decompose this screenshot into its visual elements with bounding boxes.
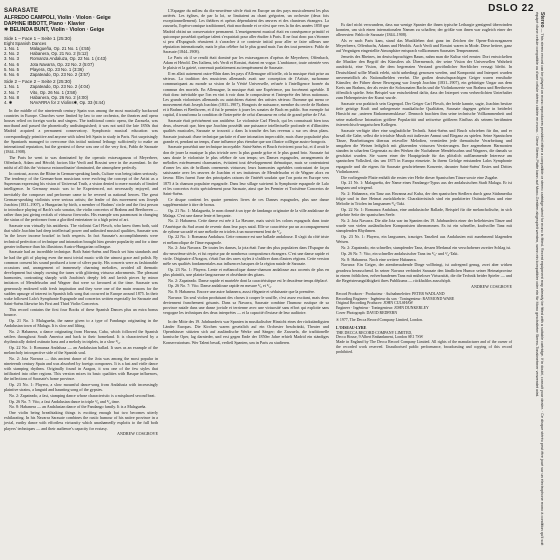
english-paragraph: Op. 23 No. 1: Playera, a slow mournful dance-song from Andalusia with increasingly plaintive strains, a languid and haunting song of the gypsies. [4,381,158,393]
french-paragraph: L'Espagne du milieu du dix-neuvième siècle était en Europe un des pays musicalement les plus arriérés. Les églises, de par la loi, se limitaient au chant grégorien, un orchestre (deux fois exceptionnellement). Les théâtres et opéras dépendaient des œuvres et des chanteurs étrangers. La zarzuela, l'opéra-comique traditionnel, était moribonde et ce n'est que vers la fin des années 1850 que Madrid obtint un conservatoire permanent. L'enseignement musical était en conséquence primitif et quiconque possédait quelque talent s'expatriait pour aller étudier à Paris. Il ne faut donc pas s'étonner si peu d'Espagnols réussirent à s'arracher à ce contexte initial pour aller se faire ailleurs une réputation internationale, mais le plus célèbre fut le plus grand mais l'un des tout premiers: Pablo de Sarasate (1844–1908). [163,8,329,55]
track-number: 3. No. 8 [4,94,20,100]
side-1-heading: Side 1 – Face 1 – Seite 1 (25:30) [4,35,72,41]
copyright-line: ℗ 1977, The Decca Record Company Limited, London. [336,317,423,322]
english-paragraph: No. 2: Zapateado, a fast, stamping dance whose characteristic is a misplaced second beat. [9,392,156,398]
track-title: Zapateado, Op. 23 No. 2 (3:57) [30,71,90,77]
english-paragraph: Op. 26 No. 7: Vito, a fast Andalusian dance in triple ³/₈ and ³/₄ time. [9,398,120,404]
stereo-notice-text: This stereo record can be played on mono reproducers provided either a compatible or stereo cartridge wired for mono is fitted. Recent equipment may already be fitted with a suitable cartridge. If in doubt, consult your dealer. · Ce disque stéréo peut être joué sur un électrophone mono à condition qu'il soit équipé d'une cellule compatible ou d'une cellule stéréo câblée en mono. · Diese Stereo-Platte kann auf Mono-Geräten abgespielt werden, wenn ein kompatibler oder ein für Mono geschalteter Stereo-Tonabnehmer verwendet wird. [535,12,544,546]
track-number: 1. No. 1 [4,46,20,52]
track-title: Jota Navarra, Op. 22 No. 2 (5:07) [30,61,94,67]
french-paragraph: Il en allait autrement outre-Rhin dans les pays d'Allemagne officielle, où la musique était prise au sérieux. La tradition des musiciens allemands avait une conception de l'Artiste, surhomme communiquant au monde sa vision de la Vérité Universelle, refusée à l'intelligence bornée du commun des mortels. En Allemagne, la musique était une Expérience, pas forcément agréable. Il était donc inévitable que l'on en vint à voir dans le compositeur et l'interprète des héros nationaux. Les grands violonistes allemands ou autrichiens étaient des artistes sérieux: l'homme qui mena ce mouvement était Joseph Joachim (1831–1907), Hongrois de naissance, membre du cercle de Brahms et à Brahms et Beethoven, et il fut le premier à jouer les sonates de Bach en public. Son exemple fut capital, il transforma la condition de l'interprète de celui d'amuseur en celui de grand prêtre de l'Art. [163,71,329,118]
track-title: Vito, Op. 26 No. 1 (3:58) [30,89,77,95]
german-paragraph: Nr. 2: Zapateado, ein schneller, stampfender Tanz, dessen Merkmal ein verschobener zweiter Schlag ist. [341,245,512,251]
french-paragraph: No. 2: Zapateado. Danse rapide et martelée dont la caractéristique est le deuxième temps déplacé. [168,277,328,283]
stereo-title: Stereo [539,12,545,28]
french-paragraph: Navarra: Un seul violon produisant des choses à couper le souffle, c'est assez excitant, mais deux deviennent franchement grisants. Dans sa Navarra, Sarasate combine l'humour rustique de sa province natale dans une danse joviale et terrienne avec une virtuosité sans effort qui exploite sans vergogne les techniques des deux interprètes — et la capacité d'extase de leur auditoire. [163,294,329,316]
credit-line: Recording Engineer · Ingénieur du son · Toningenieur: RAYMOND WARE [336,296,455,301]
german-paragraph: Sarasate verfügte über eine unglaubliche Technik. Saint-Saëns und Bruch schrieben für ihn, und er besaß die Gabe, selbst die trivialste Musik mit äußerster Anmut und Eleganz zu spielen. Seine Spanischen Tänze, Bearbeitungen überaus reizvoller Melodien, vermieden jede thematische Verarbeitung und umgaben die Weisen lediglich mit glitzernden virtuosen Verzierungen. Ihre angenehmen Harmonien standen in scharfem Gegensatz zu den Werken der Nachahmer Mendelssohns und Wagners, die damals so geschätzt wurden. Sie waren einer der Hauptgründe für das plötzlich aufflammende Interesse am spanischen Volkslied, das um 1875 in Europa einsetzte. In ihrem Gefolge entstanden Lalos Symphonie espagnole und die eigens für Sarasate geschriebenen Konzerte, darunter Saint-Saëns' Erstes und Drittes Violinkonzert. [336,127,512,174]
french-paragraph: Op. 26 No. 7: Vito. Danse andalouse rapide en mesure ³/₈ et ³/₄. [168,283,272,289]
german-paragraph: Op. 21 Nr. 1: Malagueña, der Name eines Fandango-Typus aus der andalusischen Stadt Malaga. Er ist langsam und wiegend. [336,180,512,191]
section-heading: Eight Spanish Dances [4,41,47,47]
german-body-text [336,22,512,283]
label-company: THE DECCA RECORD COMPANY LIMITED, [336,330,413,335]
french-paragraph: Op. 22 No. 1: Romanza Andaluza. Cette romance est une ballade andalouse. Il s'agit du côté triste et mélancolique de l'âme espagnole. [163,234,329,245]
english-paragraph: The Paris he went to was dominated by the operatic extravaganzas of Meyerbeer, Offenbach, Adam and Hérold; factors like Verdi and Rossini were in the ascendant. In the midst of all this the 'virtuoso extraordinaire' dominated, the atmosphere perfectly. [4,154,158,171]
track-number: 4. No. 6 [4,61,20,67]
track-title: Habanera, Op. 21 No. 2 (5:12) [30,51,89,57]
side-2-tracklist [4,84,158,104]
track-title: NAVARRA for 2 Violins✱, Op. 33 (6:44) [30,99,105,105]
track-number: 6. No. 6 [4,71,20,77]
track-title: Playera, Op. 23 No. 1 (3:36) [30,66,84,72]
performer-campoli: ALFREDO CAMPOLI, Violin · Violon · Geige [4,15,111,21]
french-paragraph: Op. 21 No. 1: Malagueña, le nom donné à un type de fandango originaire de la ville andalouse de Malaga. C'est une danse lente et berçante. [163,207,329,218]
english-paragraph: One violin being breathtaking things is exciting enough but two becomes utterly exhilarating. In his Navarra Sarasate combines the rustic humour of his native province in a jovial, earthy dance with effortless virtuosity which unashamedly exploits to the full both players' techniques — and their audience's capacity for ecstasy. [4,410,158,431]
author-signoff: ANDREW COSGROVE [117,431,158,437]
track-title: Romanza Andaluza, Op. 22 No. 1 (4:43) [30,56,107,62]
label-legal-note: Made in England by The Decca Record Company Limited. All rights of the manufacturer and of the owner of the recorded work reserved. Unauthorised public performance, broadcasting and copying of this record prohibited. [336,340,512,354]
german-paragraph: Nr. 8: Habanera. Noch eine weitere Habanera. [341,256,417,262]
english-body-text [4,108,158,431]
english-paragraph: Sarasate was virtually his antithesis. The violinist Carl Flesch, who knew them both, said that while Joachim had deep intellectual power and unlimited musical qualities, Sarasate was 'in the lower income bracket' in both respects. In fact Sarasate's accomplishments were technical perfection of technique and intonation brought him greater popularity and for a time greater influence than his illustrious Austro-Hungarian colleague. [4,223,158,249]
german-body-text-start [163,319,329,345]
credit-line: Record Producer · Producteur · Aufnahmeleiter: PETER WADLAND [336,291,445,296]
stereo-notice-strip: Stereo — This stereo record can be played on mono reproducers provided either a compatible or stereo cartridge wired for mono is fitted. Recent equipment may already be fitted with a suitable cartridge. If in doubt, consult your dealer. · Ce disque stéréo peut être joué sur un électrophone mono à condition qu'il soit équipé d'une cellule compatible ou d'une cellule stéréo câblée en mono. · Diese Stereo-Platte kann auf Mono-Geräten abgespielt werden, wenn ein kompatibler oder ein für Mono geschalteter Stereo-Tonabnehmer verwendet wird. [535,12,545,546]
french-paragraph: Ce disque contient les quatre premiers livres de ces Danses espagnoles, plus une danse supplémentaire à titre de bonus. [163,196,329,207]
side-2-heading: Side 2 – Face 2 – Seite 2 (25:30) [4,78,72,84]
french-paragraph: Sarasate possédait une technique incroyable: Saint-Saëns et Bruch écrivirent pour lui, et il avait le don de jouer la musique la plus triviale avec la plus grande grâce et le plus grand brio. Sarasate fut sans doute le violoniste le plus célèbre de son temps; ses Danses espagnoles, arrangements de mélodies extrêmement charmantes, évitaient tout développement thématique, mais se contentaient d'orner les airs de brillants ornements virtuoses; leurs harmonies agréables contrastant de façon saisissante avec les œuvres de Joachim et ses imitateurs de Mendelssohn et de Wagner alors en faveur. Elles furent l'une des principales raisons de l'intérêt soudain que l'on porta en Europe vers 1875 à la chanson populaire espagnole. Dans leur sillage suivirent la Symphonie espagnole de Lalo et les concertos écrits spécialement pour Sarasate, ainsi que les Premier et Troisième Concertos de Saint-Saëns. [163,144,329,196]
english-paragraph: No. 2: Habanera, a dance originating from Havana, Cuba, which followed the Spanish settlers throughout South America and back to their homeland. It is characterised by a rhythmically dotted ostinato bass and a melody in triplets, in a slow ²/₄. [4,328,158,344]
track-number: 5. No. 5 [4,66,20,72]
credit-line: Engineer · Ingénieur · Toningenieur: JOHN DUNKERLEY [336,306,429,311]
french-paragraph: No. 8: Habanera. Encore une autre habanera, aussi élégante et séduisante que la première. [168,289,315,294]
english-paragraph: Op. 22 No. 1: Romanza Andaluza — an Andalusian ballad. It uses as an example of the melancholy introspective side of the Spanish soul. [4,344,158,355]
label-name: L'OISEAU-LYRE [336,325,367,330]
german-paragraph: Op. 23 Nr. 1: Playera, ein langsames, trauriges Tanzlied aus Andalusien mit zunehmend klagenden Weisen. [336,234,512,245]
track-number: 1. No. 1 [4,84,20,90]
catalog-number: DSLO 22 [488,3,534,14]
track-title: Habanera, Op. 26 No. 2 (4:00) [30,94,89,100]
english-paragraph: This record contains the first four Books of these Spanish Dances plus an extra bonus bounce. [4,306,158,317]
track-number: 2. No. 7 [4,89,20,95]
german-paragraph: Op. 22 Nr. 1: Romanza Andaluza, eine andalusische Ballade, Beispiel für die melancholische, in sich gekehrte Seite der spanischen Seele. [336,207,512,218]
german-paragraph: Op. 26 Nr. 7: Vito, ein schneller andalusischer Tanz im ³/₈- und ³/₄-Takt. [341,250,459,256]
author-signoff-german: ANDREW COSGROVE [471,283,512,289]
german-paragraph: Nr. 2: Jota Navarra. Die alte Jota war im Spanien des 19. Jahrhunderts einer der beliebtesten Tänze und wurde von vielen ausländischen Komponisten übernommen. Es ist ein schneller, kraftvoller Tanz mit stampfenden Rhythmen. [336,218,512,234]
side-2-track-row [4,100,158,105]
german-paragraph: Jenseits des Rheines, im deutschsprachigen Raum, nahm man die Kultur viel ernster. Dort entwickelten die Musiker den Begriff des Künstlers als Übermensch, der seine Vision der Universellen Wahrheit ausdrückt, eine Vision, die dem begrenzten Verstand gewöhnlicher Sterblicher versagt bleibt. In Deutschland sollte Musik erlebt, nicht unbedingt genossen werden, und Komponist und Interpret wurden unvermeidlich als Nationalhelden verehrt. Die großen deutschsprachigen Geiger waren ernsthafte Künstler; der Führer dieser Bewegung war Joseph Joachim (1831–1907), ein gebürtiger Ungar aus dem Kreis um Brahms, der als erster die Solosonaten Bachs und die Violinkonzerte von Brahms und Beethoven öffentlich spielte. Sein Beispiel war entscheidend dafür, dass der Interpret vom verherrlichten Unterhalter zum Hohenpriester der Kunst wurde. [336,54,512,101]
german-paragraph: Navarra: Ein Geiger, der atemberaubende Dinge vollbringt, ist aufregend genug, zwei aber wirken geradezu berauschend. In seiner Navarra verbindet Sarasate den ländlichen Humor seiner Heimatprovinz in einem fröhlichen, erdverbundenen Tanz mit müheloser Virtuosität, die die Technik beider Spieler — und die Begeisterungsfähigkeit ihres Publikums — rückhaltlos ausschöpft. [336,262,512,283]
track-title: Zapateado, Op. 23 No. 2 (4:04) [30,84,90,90]
german-paragraph: Nr. 2: Habanera, ein Tanz aus Havanna auf Kuba, der den spanischen Siedlern durch ganz Südamerika folgte und in ihre Heimat zurückkehrte. Charakteristisch sind ein punktierter Ostinato-Bass und eine Melodie in Triolen im langsamen ²/₄-Takt. [336,191,512,207]
track-number: 2. No. 2 [4,51,20,57]
credit-line: Original Recording Producer: JOHN CULSHAW [336,301,414,306]
side-1-tracklist [4,46,158,77]
french-paragraph: Sarasate était précisément son antithèse. Le violoniste Carl Flesch, qui les connaissait bien tous deux, observait que, bien que Joachim possédât une puissance intellectuelle profonde et d'illimitées qualités musicales, Sarasate se trouvait « dans la tranche des bas revenus » sur ces deux plans. Sarasate jouissait d'une technique parfaite et d'une intonation impeccable, mais d'une popularité plus grande et, pendant un temps, d'une influence plus étendue que son illustre collègue austro-hongrois. [163,118,329,144]
credit-line: Cover Photograph: DAVID REDFERN [336,310,398,315]
side-1-track-row [4,72,158,77]
performer-bunt: ✱ BELINDA BUNT, Violin · Violon · Geige [4,27,105,34]
french-paragraph: Le Paris où il se rendit était dominé par les extravagances d'opéras de Meyerbeer, Offenbach, Adam et Hérold. Des Italiens, tels Verdi et Rossini, étaient en vogue. L'ambiance, toute orientée vers le plaisir et la gaieté, convenait parfaitement au tempérament de Sarasate. [163,55,329,71]
english-paragraph: No. 2: Jota Navarra — this ancient dance of the Jota was among the most popular in nineteenth century Spain and was absorbed by foreign composers. It is a fast and virile dance with stamping rhythms. Originally found in Aragon, it was one of the few styles that infiltrated into other regions. This version mixes its basic qualities with Basque influences, the inflections of Sarasate's home province. [4,355,158,382]
german-paragraph: Es darf nicht verwundern, dass nur wenige Spanier die ihnen typische Lethargie genügend überwinden konnten, um sich einen internationalen Namen zu schaffen; der größte von ihnen war zugleich einer der allerersten: Pablo de Sarasate (1844–1908). [336,22,512,38]
german-paragraph: Die vorliegende Platte enthält die ersten vier Hefte dieser Spanischen Tänze sowie eine Zugabe. [341,174,499,180]
english-paragraph: In the middle of the nineteenth century Spain was among the most musically backward countries in Europe. Churches were limited by law to one orchestra, the theatres and opera houses relied on foreign works and singers. The traditional comic opera, the Zarzuela, was moribund and passed the phonetically undistinguished; it was not until the late 1850s that Madrid acquired a permanent conservatory. Symphonic musical education was correspondingly primitive and anyone with talent left Spain to study in Paris. Not surprisingly the Spaniards managed to overcome this initial national lethargy sufficiently to make an international reputation, but the greatest of these was one of the very first, Pablo de Sarasate (1844–1908). [4,107,158,155]
track-number: 4. ✱ [4,99,13,105]
english-paragraph: No. 8: Habanera — an Andalusian dance of the Fandango family. It is a Malagueña. [9,404,147,410]
english-paragraph: Sarasate had an incredible technique. Both Saint-Saëns and Bruch set him standards and he had the gift of playing even the most trivial music with the utmost grace and polish. By common consent his sound produced a tone of silver purity. His concerts were as fashionable occasions and, arrangement of immensely charming melodies, avoided all thematic development but simply owning the tunes with glittering virtuoso adornments. The pleasant harmonies, contrasting sharply with Joachim's deeply felt and lavish pieces by minor imitators of Mendelssohn and Wagner that were so favoured at the time. Sarasate was generously endowed with fresh inspiration and they were one of the main reasons for the sudden upsurge of interest in Spanish folk song that occurred in Europe around 1875. In their wake followed Lalo's Symphonie Espagnole and concertos written especially for Sarasate and Saint-Saëns likewise his First and Third Violin Concertos. [4,249,158,306]
french-notes-column [163,8,329,556]
german-paragraph: In der Mitte des 19. Jahrhunderts war Spanien in musikalischer Hinsicht eines der rückständigsten Länder Europas. Die Kirchen waren gesetzlich auf ein Orchester beschränkt, Theater und Opernhäuser stützten sich auf ausländische Werke und Sänger; die Zarzuela, die traditionelle komische Oper, lag darnieder, und erst gegen Ende der 1850er Jahre erhielt Madrid ein ständiges Konservatorium. Wer Talent besaß, verließ Spanien, um in Paris zu studieren. [163,318,329,345]
composer-name: SARASATE [4,8,39,14]
french-paragraph: Op. 23 No. 1: Playera. Lente et mélancolique danse-chanson andalouse aux accents de plus en plus plaintifs, une plainte langoureuse et obsédante des gitans. [163,266,329,277]
french-body-text [163,8,329,315]
german-notes-column [336,22,512,556]
english-notes-column [4,8,158,556]
english-paragraph: In contrast, across the Rhine in German-speaking lands, Culture was being taken seriously. The tendency of the German-born musicians were evolving the concept of the Artist as a Superman expressing his vision of Universal Truth, a vision denied to mere mortals of limited intelligence. In Germany music was to be Experienced, not necessarily enjoyed, and inevitably the composer and performer came to be revered as national heroes. The great German-speaking violinists were serious artists; the leader of this movement was Joseph Joachim (1831–1907), a Hungarian by birth, a member of Brahms' circle and the first person to introduce playing of Bach's solo sonatas, the violin concertos of Brahms and Beethoven — rather than just giving recitals of virtuoso fireworks. His example was paramount in changing the status of the performer from a glorified entertainer to a high priest of art. [4,170,158,223]
english-paragraph: Op. 21 No. 1: Malagueña, the name given to a type of Fandango originating in the Andalusian town of Malaga. It is slow and lilting. [4,317,158,328]
german-paragraph: Als er nach Paris kam, stand das Musikleben dort ganz im Zeichen der Opern-Extravaganzen Meyerbeers, Offenbachs, Adams und Hérolds. Auch Verdi und Rossini waren in Mode. Diese heitere, ganz auf Vergnügen eingestellte Atmosphäre entsprach vollkommen Sarasates Temperament. [336,38,512,54]
production-credits [336,292,512,316]
french-paragraph: No. 2: Habanera. Cette danse est née à La Havane, mais suivit les colons espagnols dans toute l'Amérique du Sud avant de revenir dans leur pays natal. Elle se caractérise par un accompagnement de rythme saccadé et une mélodie en triolets à un mouvement lent de ²/₄. [163,218,329,234]
track-number: 3. No. 3 [4,56,20,62]
french-paragraph: No. 2: Jota Navarra. De toutes les danses, la jota était l'une des plus populaires dans l'Espagne du dix-neuvième siècle, et fut reprise par de nombreux compositeurs étrangers. C'est une danse rapide et virile. Originaire d'Aragon, c'était l'un des rares styles à s'infiltrer dans d'autres régions. Cette version mêle ses qualités fondamentales aux influences basques de la région natale de Sarasate. [163,245,329,266]
german-paragraph: Sarasate war praktisch sein Gegenpol. Der Geiger Carl Flesch, der beide kannte, sagte, Joachim besitze tiefe geistige Kraft und unbegrenzte musikalische Qualitäten, Sarasate dagegen gehöre in beiderlei Hinsicht zur ‚unteren Einkommensklasse'. Dennoch brachten ihm seine technische Vollkommenheit und seine makellose Intonation größere Popularität und zeitweise größeren Einfluss als seinem berühmten österreichisch-ungarischen Kollegen. [336,101,512,127]
label-address: Decca House, 9 Albert Embankment, London SE1 7SW [336,335,424,340]
performer-ibbott: DAPHNE IBBOTT, Piano · Klavier [4,21,85,28]
label-block [336,326,512,355]
track-title: Malagueña, Op. 21 No. 1 (4:55) [30,46,91,52]
